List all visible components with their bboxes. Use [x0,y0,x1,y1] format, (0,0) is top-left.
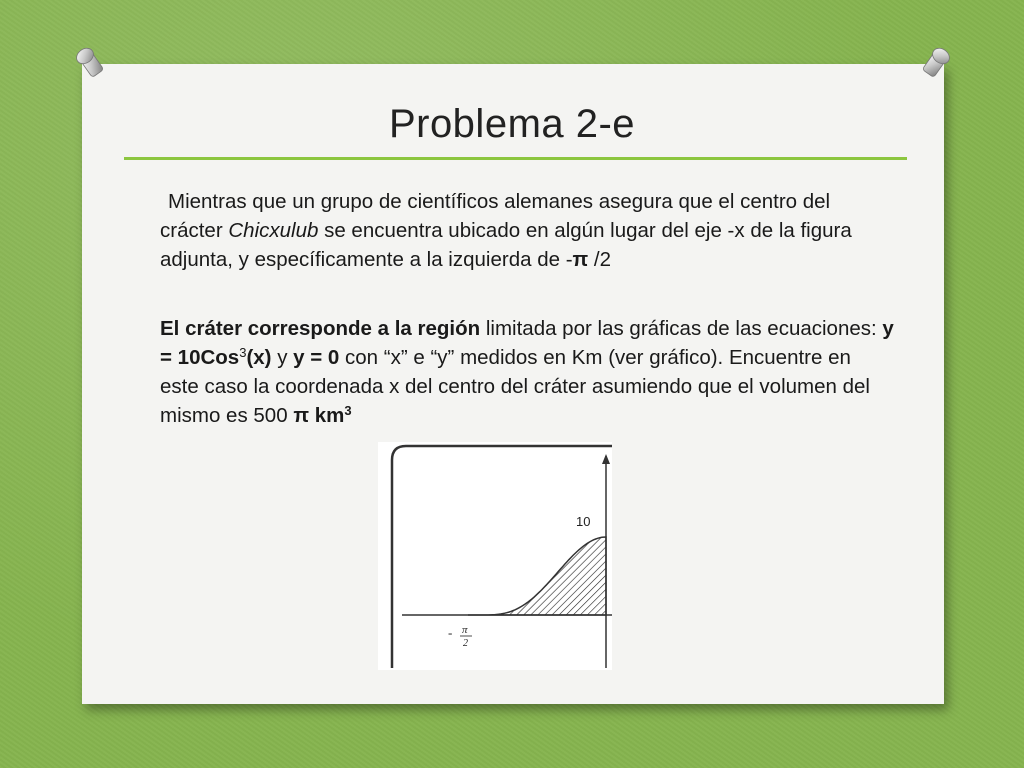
p2-unit: km [309,404,345,427]
crater-figure [378,442,612,670]
p2-exponent-1: 3 [239,345,247,360]
pin-icon [72,44,108,80]
p2-equation-2: y = 0 [293,346,340,369]
y-axis-arrow [602,454,610,464]
p2-text-c: y [271,346,294,369]
p1-text-b: se encuentra ubicado en algún lugar del eje -x de la figura adjunta, y específicamente a la izquierda de - [160,219,852,271]
p1-text-a: Mientras que un grupo de científicos alemanes asegura que el centro del crácter [160,190,831,242]
crater-region [468,537,606,615]
y-tick-label: 10 [576,514,591,529]
p1-text-c: /2 [588,248,612,271]
x-label-sign: - [448,625,453,640]
p2-exponent-2: 3 [344,403,352,418]
p2-text-b: limitada por las gráficas de las ecuaciones: [480,317,883,340]
paragraph-2 [160,314,895,430]
paragraph-1 [160,187,895,274]
p2-pi: π [293,404,310,427]
x-label-denominator: 2 [463,638,468,649]
p2-equation-1-arg: (x) [246,346,272,369]
crater-graph [378,442,612,670]
pin-icon [918,44,954,80]
x-label-numerator: π [462,624,468,636]
p2-text-d: con “x” e “y” medidos en Km (ver gráfico). Encuentre en este caso la coordenada x del centro del cráter asumiendo que el volumen del mismo es 500 [160,346,870,427]
p2-equation-1: y = 10Cos [160,317,894,369]
slide-title: Problema 2-e [388,102,636,146]
p1-crater-name: Chicxulub [228,219,319,242]
title-underline [124,157,907,160]
p1-pi: π [572,248,589,271]
p2-lead: El cráter corresponde a la región [160,317,481,340]
